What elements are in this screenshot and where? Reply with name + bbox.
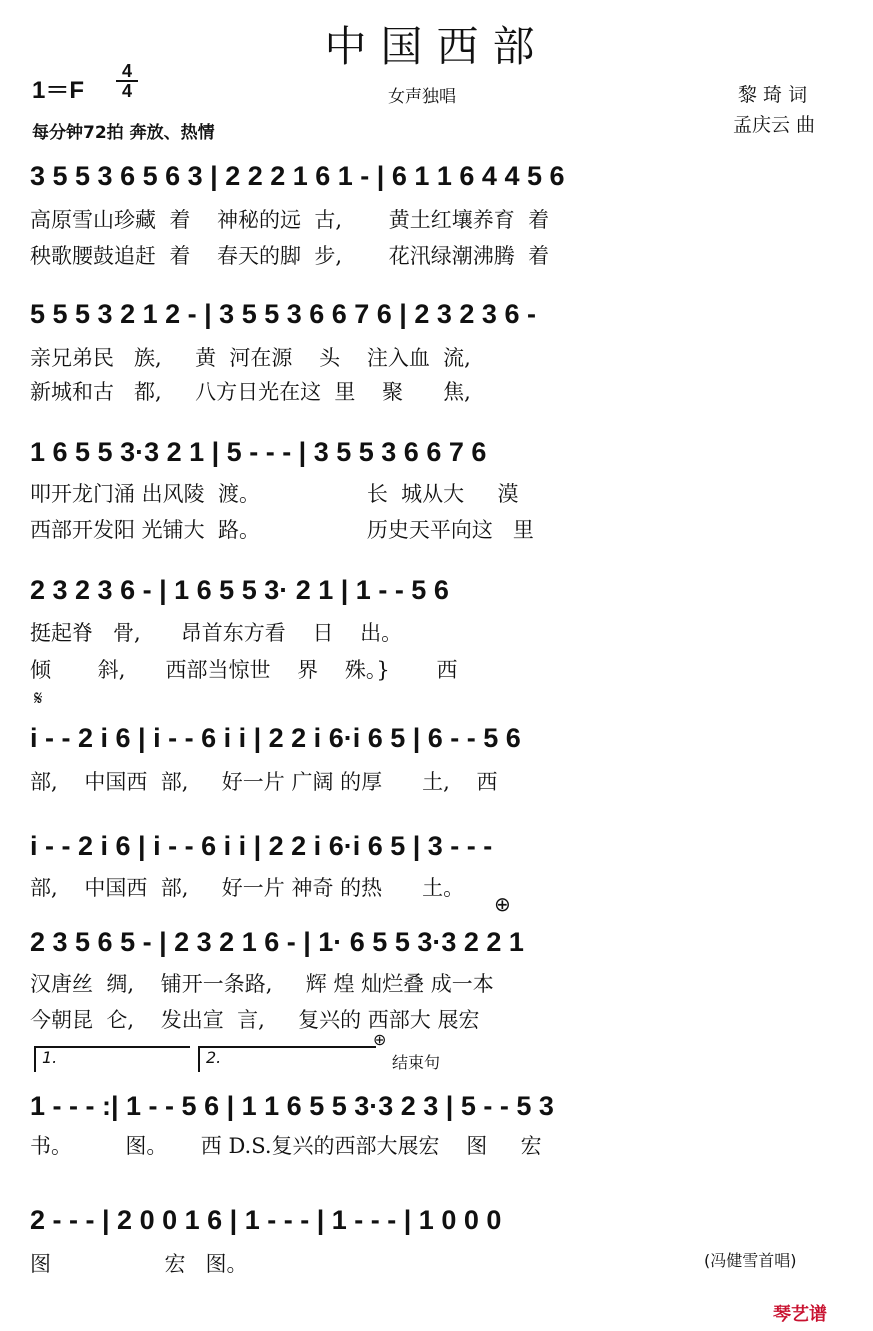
score-row-9 bbox=[30, 1196, 840, 1236]
volta-label-1: 1. bbox=[42, 1048, 58, 1067]
lyric-row-6: 部, 中国西 部, 好一片 神奇 的热 土。 bbox=[30, 876, 465, 900]
composer-credit: 孟庆云 曲 bbox=[733, 114, 816, 136]
score-row-2 bbox=[30, 290, 840, 330]
song-title: 中国西部 bbox=[324, 22, 549, 71]
lyric-row-7-verse-1: 汉唐丝 绸, 铺开一条路, 辉 煌 灿烂叠 成一本 bbox=[30, 972, 494, 996]
notes-row-2: 5 5 5 3 2 1 2 - | 3 5 5 3 6 6 7 6 | 2 3 2 3 6 - bbox=[30, 299, 536, 329]
score-row-4 bbox=[30, 566, 840, 606]
lyric-row-2-verse-1: 亲兄弟民 族, 黄 河在源 头 注入血 流, bbox=[30, 346, 471, 370]
time-signature bbox=[116, 62, 138, 100]
notes-row-8: 1 - - - :| 1 - - 5 6 | 1 1 6 5 5 3·3 2 3 | 5 - - 5 3 bbox=[30, 1091, 554, 1121]
score-row-7 bbox=[30, 918, 840, 958]
score-row-6 bbox=[30, 822, 840, 862]
lyric-row-1-verse-1: 高原雪山珍藏 着 神秘的远 古, 黄土红壤养育 着 bbox=[30, 208, 550, 232]
lyric-row-3-verse-2: 西部开发阳 光铺大 路。 历史天平向这 里 bbox=[30, 518, 534, 542]
coda-icon-2: ⊕ bbox=[373, 1030, 387, 1049]
volta-bracket-1 bbox=[34, 1046, 190, 1072]
score-row-5 bbox=[30, 714, 840, 754]
time-signature-bottom: 4 bbox=[121, 81, 132, 101]
notes-row-9: 2 - - - | 2 0 0 1 6 | 1 - - - | 1 - - - | 1 0 0 0 bbox=[30, 1205, 502, 1235]
lyricist-credit: 黎 琦 词 bbox=[738, 84, 808, 106]
notes-row-3: 1 6 5 5 3·3 2 1 | 5 - - - | 3 5 5 3 6 6 7 6 bbox=[30, 437, 487, 467]
score-row-8 bbox=[30, 1082, 840, 1122]
notes-row-1: 3 5 5 3 6 5 6 3 | 2 2 2 1 6 1 - | 6 1 1 6 4 4 5 6 bbox=[30, 161, 565, 191]
lyric-row-8: 书。 图。 西 D.S.复兴的西部大展宏 图 宏 bbox=[30, 1134, 542, 1158]
lyric-row-7-verse-2: 今朝昆 仑, 发出宣 言, 复兴的 西部大 展宏 bbox=[30, 1008, 480, 1032]
lyric-row-1-verse-2: 秧歌腰鼓追赶 着 春天的脚 步, 花汛绿潮沸腾 着 bbox=[30, 244, 550, 268]
notes-row-4: 2 3 2 3 6 - | 1 6 5 5 3· 2 1 | 1 - - 5 6 bbox=[30, 575, 449, 605]
score-row-1 bbox=[30, 152, 840, 192]
performer-credit: (冯健雪首唱) bbox=[704, 1251, 797, 1270]
lyric-row-3-verse-1: 叩开龙门涌 出风陵 渡。 长 城从大 漠 bbox=[30, 482, 519, 506]
lyric-row-9: 图 宏 图。 bbox=[30, 1252, 248, 1276]
lyric-row-2-verse-2: 新城和古 都, 八方日光在这 里 聚 焦, bbox=[30, 380, 471, 404]
ending-label: 结束句 bbox=[392, 1053, 441, 1072]
lyric-row-4-verse-1: 挺起脊 骨, 昂首东方看 日 出。 bbox=[30, 621, 403, 645]
lyric-row-4-verse-2: 倾 斜, 西部当惊世 界 殊。} 西 bbox=[30, 658, 458, 682]
lyric-row-5: 部, 中国西 部, 好一片 广阔 的厚 土, 西 bbox=[30, 770, 498, 794]
notes-row-7: 2 3 5 6 5 - | 2 3 2 1 6 - | 1· 6 5 5 3·3 2 2 1 bbox=[30, 927, 524, 957]
notes-row-5: i - - 2 i 6 | i - - 6 i i | 2 2 i 6·i 6 5 | 6 - - 5 6 bbox=[30, 723, 521, 753]
volta-bracket-2 bbox=[198, 1046, 376, 1072]
key-signature: 1＝F bbox=[32, 77, 85, 104]
time-signature-top: 4 bbox=[116, 62, 138, 82]
notes-row-6: i - - 2 i 6 | i - - 6 i i | 2 2 i 6·i 6 5 | 3 - - - bbox=[30, 831, 493, 861]
performance-type: 女声独唱 bbox=[388, 87, 456, 107]
volta-label-2: 2. bbox=[206, 1048, 222, 1067]
segno-icon: 𝄋 bbox=[34, 686, 43, 710]
watermark-logo: 琴艺谱 bbox=[773, 1304, 827, 1325]
coda-icon-1: ⊕ bbox=[494, 892, 511, 916]
tempo-marking: 每分钟72拍 奔放、热情 bbox=[32, 123, 215, 143]
score-row-3 bbox=[30, 428, 840, 468]
